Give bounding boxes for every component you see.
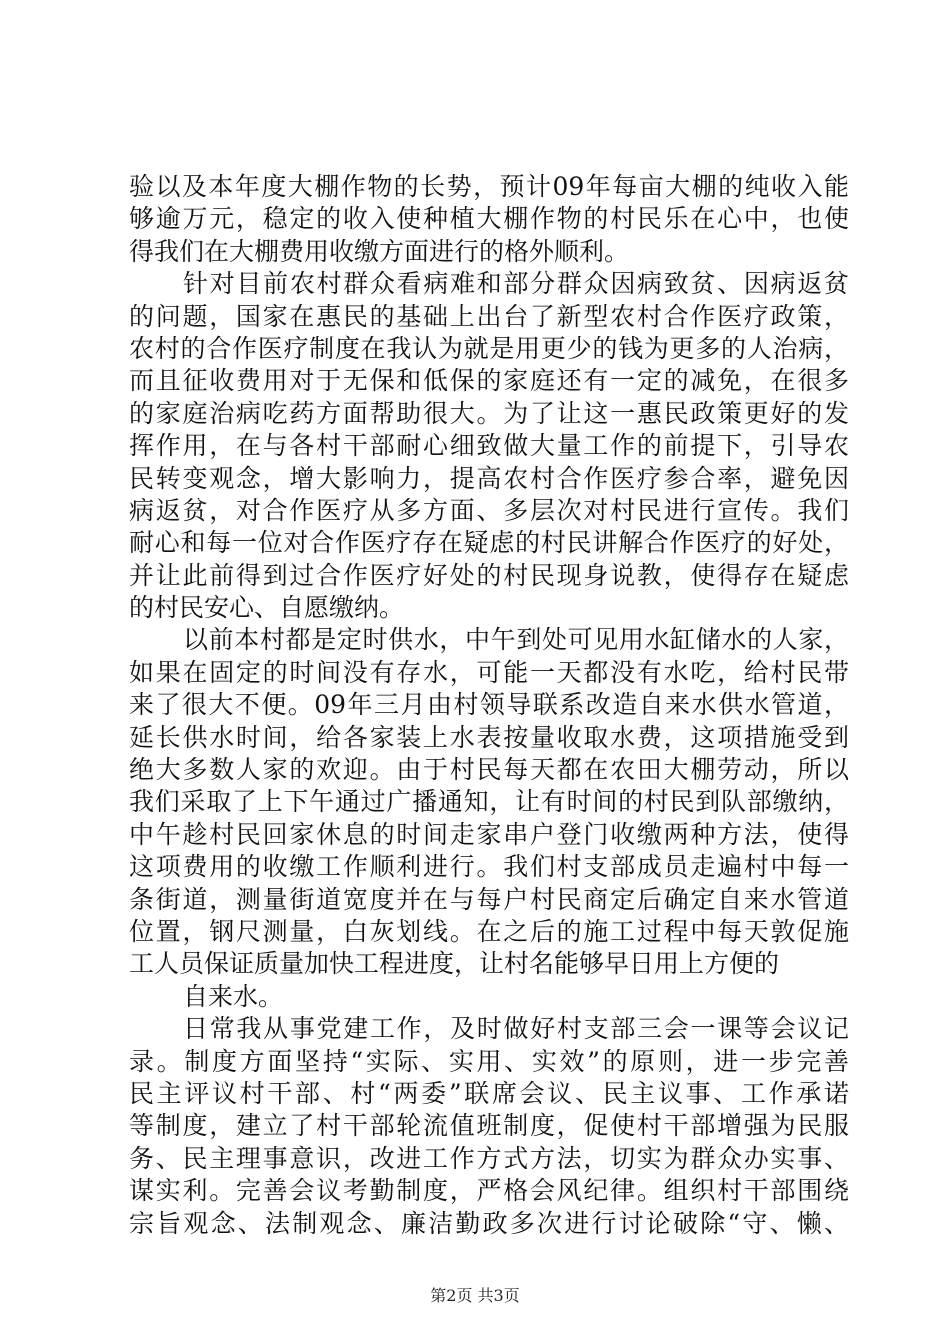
text-line: 来了很大不便。09年三月由村领导联系改造自来水供水管道， <box>129 690 849 720</box>
text-line: 的村民安心、自愿缴纳。 <box>129 593 405 623</box>
text-line: 的问题，国家在惠民的基础上出台了新型农村合作医疗政策， <box>129 301 849 331</box>
text-line: 这项费用的收缴工作顺利进行。我们村支部成员走遍村中每一 <box>129 852 849 882</box>
text-line: 我们采取了上下午通过广播通知，让有时间的村民到队部缴纳， <box>129 787 849 817</box>
text-line: 而且征收费用对于无保和低保的家庭还有一定的减免，在很多 <box>129 366 849 396</box>
text-line: 验以及本年度大棚作物的长势，预计09年每亩大棚的纯收入能 <box>129 172 849 201</box>
text-line: 如果在固定的时间没有存水，可能一天都没有水吃，给村民带 <box>129 657 849 687</box>
text-line: 挥作用，在与各村干部耐心细致做大量工作的前提下，引导农 <box>129 431 849 461</box>
text-line: 等制度，建立了村干部轮流值班制度，促使村干部增强为民服 <box>129 1111 849 1141</box>
text-line: 民主评议村干部、村“两委”联席会议、民主议事、工作承诺 <box>129 1078 849 1108</box>
text-line: 宗旨观念、法制观念、廉洁勤政多次进行讨论破除“守、懒、 <box>129 1208 849 1238</box>
text-line: 的家庭治病吃药方面帮助很大。为了让这一惠民政策更好的发 <box>129 398 849 428</box>
text-line: 谋实利。完善会议考勤制度，严格会风纪律。组织村干部围绕 <box>129 1176 849 1206</box>
text-line: 务、民主理事意识，改进工作方式方法，切实为群众办实事、 <box>129 1143 849 1173</box>
text-line: 工人员保证质量加快工程进度，让村名能够早日用上方便的 <box>129 949 780 979</box>
page-number-footer: 第2页 共3页 <box>430 1286 520 1305</box>
text-line: 中午趁村民回家休息的时间走家串户登门收缴两种方法，使得 <box>129 819 849 849</box>
text-line: 延长供水时间，给各家装上水表按量收取水费，这项措施受到 <box>129 722 849 752</box>
text-line: 耐心和每一位对合作医疗存在疑虑的村民讲解合作医疗的好处， <box>129 528 849 558</box>
text-line: 绝大多数人家的欢迎。由于村民每天都在农田大棚劳动，所以 <box>129 755 849 785</box>
text-line: 日常我从事党建工作，及时做好村支部三会一课等会议记 <box>183 1014 849 1044</box>
document-body <box>129 171 849 1240</box>
text-line: 得我们在大棚费用收缴方面进行的格外顺利。 <box>129 236 630 266</box>
text-line: 录。制度方面坚持“实际、实用、实效”的原则，进一步完善 <box>129 1046 849 1076</box>
text-line: 以前本村都是定时供水，中午到处可见用水缸储水的人家， <box>183 625 849 655</box>
text-line: 民转变观念，增大影响力，提高农村合作医疗参合率，避免因 <box>129 463 849 493</box>
text-line: 并让此前得到过合作医疗好处的村民现身说教，使得存在疑虑 <box>129 560 849 590</box>
text-line: 病返贫，对合作医疗从多方面、多层次对村民进行宣传。我们 <box>129 495 849 525</box>
text-line: 位置，钢尺测量，白灰划线。在之后的施工过程中每天敦促施 <box>129 916 849 946</box>
text-line: 自来水。 <box>183 981 284 1011</box>
text-line: 条街道，测量街道宽度并在与每户村民商定后确定自来水管道 <box>129 884 849 914</box>
text-line: 农村的合作医疗制度在我认为就是用更少的钱为更多的人治病， <box>129 333 849 363</box>
text-line: 针对目前农村群众看病难和部分群众因病致贫、因病返贫 <box>183 269 849 299</box>
text-line: 够逾万元，稳定的收入使种植大棚作物的村民乐在心中，也使 <box>129 204 849 234</box>
